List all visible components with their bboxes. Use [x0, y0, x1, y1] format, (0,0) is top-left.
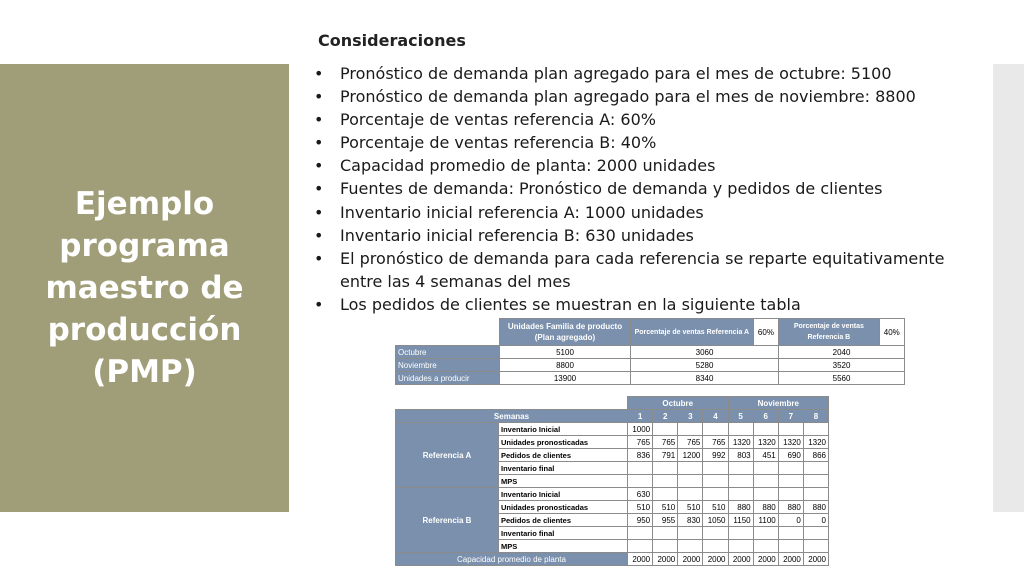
bullet-text: Pronóstico de demanda plan agregado para el mes de noviembre: 8800	[340, 87, 916, 107]
table-row	[396, 372, 905, 385]
row-name: MPS	[499, 475, 628, 488]
cell: 1320	[778, 436, 803, 449]
cell	[803, 462, 828, 475]
cell	[753, 423, 778, 436]
cell: 880	[803, 501, 828, 514]
cell: 1320	[803, 436, 828, 449]
cell: 2000	[728, 553, 753, 566]
right-decor-bar	[993, 64, 1024, 512]
slide-title: Ejemplo programa maestro de producción (PMP)	[45, 186, 244, 390]
ref-b-percent-header: Porcentaje de ventas Referencia B	[779, 319, 879, 346]
month-header-octubre: Octubre	[628, 397, 729, 410]
cell: 1100	[753, 514, 778, 527]
cell: 955	[653, 514, 678, 527]
ref-a-value: 8340	[630, 372, 778, 385]
ref-b-percent-value: 40%	[879, 319, 904, 346]
cell	[628, 527, 653, 540]
ref-a-percent-header: Porcentaje de ventas Referencia A	[630, 319, 753, 346]
bullet-item	[314, 85, 984, 108]
cell	[653, 540, 678, 553]
cell	[778, 527, 803, 540]
bullet-item	[314, 177, 984, 200]
bullet-item	[314, 224, 984, 247]
cell	[628, 540, 653, 553]
week-number: 4	[703, 410, 728, 423]
cell	[703, 462, 728, 475]
cell	[728, 488, 753, 501]
table-row	[396, 488, 829, 501]
week-number: 5	[728, 410, 753, 423]
cell: 830	[678, 514, 703, 527]
cell: 803	[728, 449, 753, 462]
cell	[728, 475, 753, 488]
cell	[703, 423, 728, 436]
cell	[678, 540, 703, 553]
title-panel	[0, 64, 289, 512]
cell: 2000	[803, 553, 828, 566]
cell: 0	[778, 514, 803, 527]
bullet-icon: •	[314, 156, 324, 176]
row-name: Pedidos de clientes	[499, 514, 628, 527]
row-label: Noviembre	[396, 359, 500, 372]
cell: 2000	[778, 553, 803, 566]
bullet-icon: •	[314, 248, 324, 268]
cell	[803, 540, 828, 553]
family-units-header: Unidades Familia de producto (Plan agregado)	[500, 319, 631, 346]
capacity-row	[396, 553, 829, 566]
bullet-text: Pronóstico de demanda plan agregado para el mes de octubre: 5100	[340, 64, 892, 83]
bullet-icon: •	[314, 202, 324, 222]
cell	[728, 540, 753, 553]
cell	[753, 540, 778, 553]
cell	[753, 527, 778, 540]
bullet-item	[314, 131, 984, 154]
bullet-text: Fuentes de demanda: Pronóstico de demanda y pedidos de clientes	[340, 179, 883, 199]
table-row	[396, 346, 905, 359]
cell: 1320	[728, 436, 753, 449]
ref-a-value: 3060	[630, 346, 778, 359]
cell: 791	[653, 449, 678, 462]
cell: 950	[628, 514, 653, 527]
cell	[653, 488, 678, 501]
cell: 765	[703, 436, 728, 449]
cell: 765	[628, 436, 653, 449]
bullet-text: Capacidad promedio de planta: 2000 unidades	[340, 156, 716, 176]
week-number: 7	[778, 410, 803, 423]
bullet-text: Los pedidos de clientes se muestran en la siguiente tabla	[340, 294, 801, 314]
cell: 765	[678, 436, 703, 449]
bullet-text: El pronóstico de demanda para cada referencia se reparte equitativamente entre las 4 semanas del mes	[340, 248, 945, 291]
cell	[728, 423, 753, 436]
cell: 992	[703, 449, 728, 462]
week-number: 3	[678, 410, 703, 423]
cell	[803, 423, 828, 436]
table-row	[396, 423, 829, 436]
cell: 510	[703, 501, 728, 514]
cell	[778, 488, 803, 501]
cell	[628, 475, 653, 488]
cell	[653, 527, 678, 540]
cell	[653, 475, 678, 488]
row-name: Pedidos de clientes	[499, 449, 628, 462]
cell	[753, 488, 778, 501]
table-header-row	[396, 319, 905, 346]
bullet-item	[314, 293, 984, 316]
cell: 1150	[728, 514, 753, 527]
row-name: Unidades pronosticadas	[499, 501, 628, 514]
weeks-label: Semanas	[396, 410, 628, 423]
row-name: Inventario final	[499, 462, 628, 475]
row-name: Inventario final	[499, 527, 628, 540]
family-value: 8800	[500, 359, 631, 372]
bullet-icon: •	[314, 179, 324, 199]
bullet-icon: •	[314, 64, 324, 83]
week-number: 1	[628, 410, 653, 423]
bullet-text: Inventario inicial referencia B: 630 unidades	[340, 225, 694, 245]
table-row	[396, 359, 905, 372]
cell: 1200	[678, 449, 703, 462]
cell: 880	[728, 501, 753, 514]
cell	[753, 475, 778, 488]
cell	[778, 423, 803, 436]
capacity-label: Capacidad promedio de planta	[396, 553, 628, 566]
bullet-item	[314, 108, 984, 131]
cell	[778, 475, 803, 488]
cell	[703, 540, 728, 553]
cell	[778, 540, 803, 553]
cell: 2000	[678, 553, 703, 566]
bullet-icon: •	[314, 110, 324, 130]
bullet-icon: •	[314, 87, 324, 107]
bullet-item	[314, 154, 984, 177]
cell: 2000	[703, 553, 728, 566]
week-number: 6	[753, 410, 778, 423]
cell	[678, 475, 703, 488]
cell: 2000	[753, 553, 778, 566]
considerations-list	[314, 62, 984, 316]
cell: 630	[628, 488, 653, 501]
empty-corner-cell	[396, 397, 628, 410]
month-header-noviembre: Noviembre	[728, 397, 829, 410]
row-name: Unidades pronosticadas	[499, 436, 628, 449]
family-value: 5100	[500, 346, 631, 359]
ref-b-value: 3520	[779, 359, 905, 372]
week-number: 8	[803, 410, 828, 423]
considerations-heading: Consideraciones	[318, 31, 466, 50]
bullet-icon: •	[314, 133, 324, 153]
aggregate-plan-table	[395, 318, 905, 385]
cell: 1320	[753, 436, 778, 449]
bullet-item	[314, 201, 984, 224]
cell: 2000	[653, 553, 678, 566]
row-label: Octubre	[396, 346, 500, 359]
reference-a-label: Referencia A	[396, 423, 499, 488]
cell	[753, 462, 778, 475]
cell	[678, 423, 703, 436]
cell: 866	[803, 449, 828, 462]
cell: 451	[753, 449, 778, 462]
cell: 880	[753, 501, 778, 514]
ref-b-value: 5560	[779, 372, 905, 385]
weeks-header-row	[396, 410, 829, 423]
bullet-icon: •	[314, 294, 324, 314]
cell	[803, 527, 828, 540]
cell: 836	[628, 449, 653, 462]
row-label: Unidades a producir	[396, 372, 500, 385]
cell	[803, 488, 828, 501]
ref-b-value: 2040	[779, 346, 905, 359]
bullet-icon: •	[314, 225, 324, 245]
cell	[678, 462, 703, 475]
bullet-text: Inventario inicial referencia A: 1000 unidades	[340, 202, 704, 222]
cell: 690	[778, 449, 803, 462]
cell: 510	[678, 501, 703, 514]
bullet-item	[314, 62, 984, 85]
week-number: 2	[653, 410, 678, 423]
cell	[653, 462, 678, 475]
cell: 880	[778, 501, 803, 514]
cell: 1000	[628, 423, 653, 436]
bullet-item	[314, 247, 984, 293]
cell	[703, 527, 728, 540]
bullet-text: Porcentaje de ventas referencia A: 60%	[340, 110, 656, 130]
empty-corner-cell	[396, 319, 500, 346]
cell: 510	[628, 501, 653, 514]
cell	[678, 527, 703, 540]
row-name: Inventario Inicial	[499, 423, 628, 436]
family-value: 13900	[500, 372, 631, 385]
reference-b-label: Referencia B	[396, 488, 499, 553]
cell	[778, 462, 803, 475]
cell	[628, 462, 653, 475]
bullet-text: Porcentaje de ventas referencia B: 40%	[340, 133, 657, 153]
row-name: Inventario Inicial	[499, 488, 628, 501]
cell	[728, 527, 753, 540]
cell	[653, 423, 678, 436]
mps-weekly-table	[395, 396, 829, 566]
cell: 0	[803, 514, 828, 527]
month-header-row	[396, 397, 829, 410]
cell	[678, 488, 703, 501]
cell	[703, 488, 728, 501]
ref-a-value: 5280	[630, 359, 778, 372]
cell	[803, 475, 828, 488]
cell: 765	[653, 436, 678, 449]
cell: 1050	[703, 514, 728, 527]
cell	[703, 475, 728, 488]
cell: 2000	[628, 553, 653, 566]
cell	[728, 462, 753, 475]
cell: 510	[653, 501, 678, 514]
ref-a-percent-value: 60%	[753, 319, 778, 346]
row-name: MPS	[499, 540, 628, 553]
